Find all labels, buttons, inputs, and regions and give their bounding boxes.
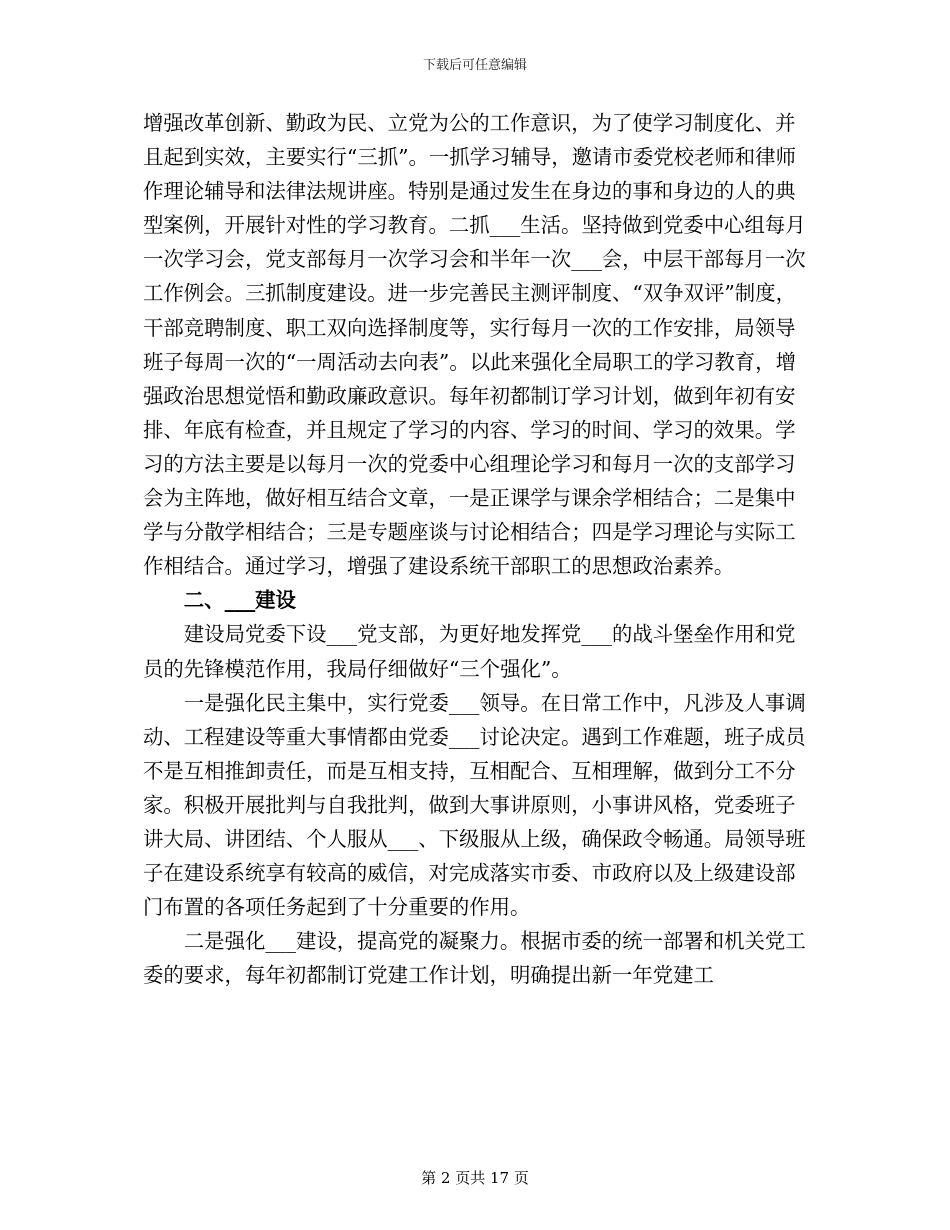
- document-body: [143, 106, 815, 992]
- paragraph-study-system: 增强改革创新、勤政为民、立党为公的工作意识，为了使学习制度化、并且起到实效，主要实行“三抓”。一抓学习辅导，邀请市委党校老师和律师作理论辅导和法律法规讲座。特别是通过发生在身边的事和身边的人的典型案例，开展针对性的学习教育。二抓___生活。坚持做到党委中心组每月一次学习会，党支部每月一次学习会和半年一次___会，中层干部每月一次工作例会。三抓制度建设。进一步完善民主测评制度、“双争双评”制度，干部竞聘制度、职工双向选择制度等，实行每月一次的工作安排，局领导班子每周一次的“一周活动去向表”。以此来强化全局职工的学习教育，增强政治思想觉悟和勤政廉政意识。每年初都制订学习计划，做到年初有安排、年底有检查，并且规定了学习的内容、学习的时间、学习的效果。学习的方法主要是以每月一次的党委中心组理论学习和每月一次的支部学习会为主阵地，做好相互结合文章，一是正课学与课余学相结合；二是集中学与分散学相结合；三是专题座谈与讨论相结合；四是学习理论与实际工作相结合。通过学习，增强了建设系统干部职工的思想政治素养。: [143, 111, 806, 579]
- paragraph-democratic-centralism: 一是强化民主集中，实行党委___领导。在日常工作中，凡涉及人事调动、工程建设等重大事情都由党委___讨论决定。遇到工作难题，班子成员不是互相推卸责任，而是互相支持，互相配合、互相理解，做到分工不分家。积极开展批判与自我批判，做到大事讲原则，小事讲风格，党委班子讲大局、讲团结、个人服从___、下级服从上级，确保政令畅通。局领导班子在建设系统享有较高的威信，对完成落实市委、市政府以及上级建设部门布置的各项任务起到了十分重要的作用。: [143, 690, 806, 920]
- paragraph-party-branches: 建设局党委下设___党支部，为更好地发挥党___的战斗堡垒作用和党员的先锋模范作用，我局仔细做好“三个强化”。: [143, 622, 796, 681]
- page-footer: 第 2 页共 17 页: [421, 1169, 529, 1187]
- section-heading: 二、___建设: [183, 588, 296, 613]
- page-header: 下载后可任意编辑: [422, 58, 527, 73]
- paragraph-party-building: 二是强化___建设，提高党的凝聚力。根据市委的统一部署和机关党工委的要求，每年初都制订党建工作计划，明确提出新一年党建工: [143, 929, 806, 988]
